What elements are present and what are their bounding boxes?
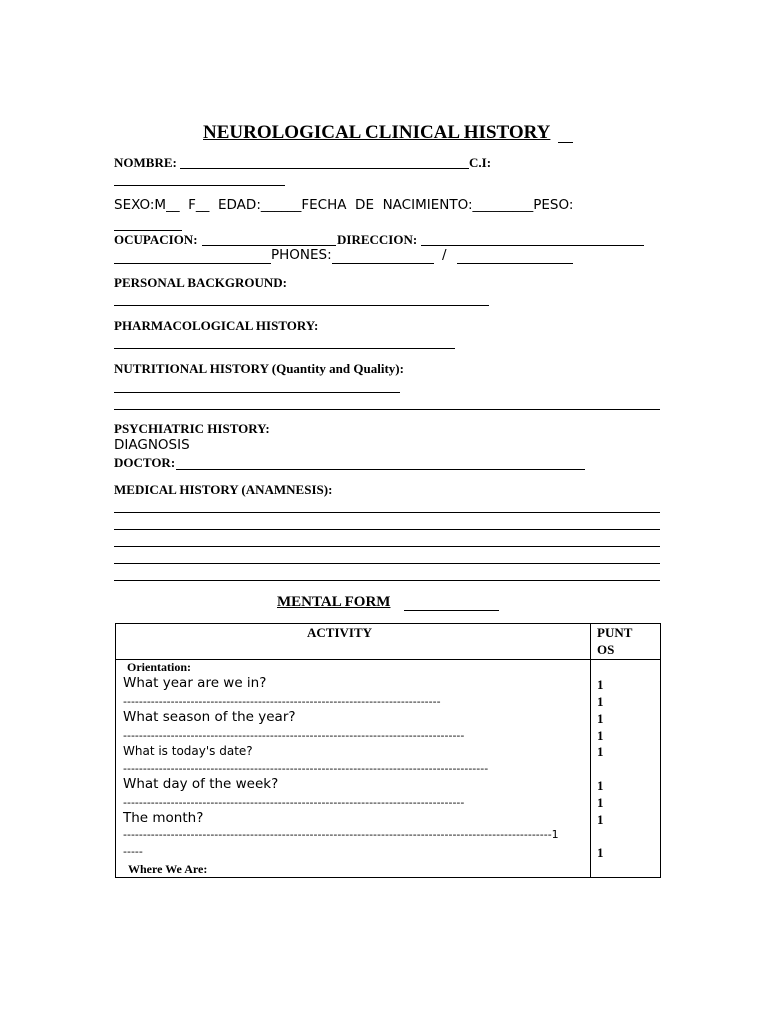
mental-form-title-underline xyxy=(404,610,499,611)
point-value: 1 xyxy=(597,728,604,743)
dash-separator: -------------------------------------------------------------------------------- xyxy=(123,695,441,708)
medical-history-line[interactable] xyxy=(114,546,660,547)
doctor-label: DOCTOR: xyxy=(114,455,176,470)
phones-separator: / xyxy=(442,247,447,263)
nombre-label: NOMBRE: xyxy=(114,155,177,170)
dash-separator: -------------------------------------------------------------------------------------------- xyxy=(123,762,489,775)
mental-form-title: MENTAL FORM xyxy=(277,594,391,610)
orientation-heading: Orientation: xyxy=(127,660,191,674)
personal-background-line[interactable] xyxy=(114,305,489,306)
pharmacological-history-label: PHARMACOLOGICAL HISTORY: xyxy=(114,318,319,333)
nutritional-history-label: NUTRITIONAL HISTORY (Quantity and Quality): xyxy=(114,361,404,376)
ci-label: C.I: xyxy=(469,155,492,170)
where-we-are-heading: Where We Are: xyxy=(128,862,208,876)
question-date: What is today's date? xyxy=(123,744,253,758)
phone-2-input-line[interactable] xyxy=(457,263,573,264)
medical-history-line[interactable] xyxy=(114,529,660,530)
direccion-input-line[interactable] xyxy=(421,245,644,246)
ocupacion-input-line[interactable] xyxy=(202,245,336,246)
table-column-divider xyxy=(590,623,591,878)
point-value: 1 xyxy=(597,694,604,709)
point-value: 1 xyxy=(597,795,604,810)
pharmacological-history-line[interactable] xyxy=(114,348,455,349)
point-value: 1 xyxy=(597,812,604,827)
point-value: 1 xyxy=(597,845,604,860)
point-value: 1 xyxy=(597,744,604,759)
medical-history-line[interactable] xyxy=(114,580,660,581)
medical-history-line[interactable] xyxy=(114,512,660,513)
points-column-header: PUNT xyxy=(597,625,633,640)
doctor-input-line[interactable] xyxy=(176,469,585,470)
dash-separator: ------------------------------------------------------------------------------------------------------------1 xyxy=(123,828,559,841)
question-season: What season of the year? xyxy=(123,709,296,725)
nutritional-history-line-2[interactable] xyxy=(114,409,660,410)
medical-history-label: MEDICAL HISTORY (ANAMNESIS): xyxy=(114,482,333,497)
phones-label: PHONES: xyxy=(271,247,332,263)
dash-separator: -------------------------------------------------------------------------------------- xyxy=(123,729,465,742)
ocupacion-label: OCUPACION: xyxy=(114,232,198,247)
dash-separator: -------------------------------------------------------------------------------------- xyxy=(123,796,465,809)
page-title: NEUROLOGICAL CLINICAL HISTORY xyxy=(203,122,551,143)
point-value: 1 xyxy=(597,677,604,692)
dash-separator: ----- xyxy=(123,845,143,858)
table-header-divider xyxy=(115,659,661,660)
nombre-input-line[interactable] xyxy=(180,168,469,169)
question-year: What year are we in? xyxy=(123,675,267,691)
points-column-header-cont: OS xyxy=(597,642,615,657)
personal-background-label: PERSONAL BACKGROUND: xyxy=(114,275,287,290)
direccion-label: DIRECCION: xyxy=(337,232,418,247)
psychiatric-history-label: PSYCHIATRIC HISTORY: xyxy=(114,421,270,436)
nutritional-history-line-1[interactable] xyxy=(114,392,400,393)
diagnosis-label: DIAGNOSIS xyxy=(114,437,190,453)
point-value: 1 xyxy=(597,778,604,793)
title-underline-extension xyxy=(558,142,573,143)
ci-input-line[interactable] xyxy=(114,185,285,186)
phones-prefix-line[interactable] xyxy=(114,263,271,264)
activity-column-header: ACTIVITY xyxy=(307,625,373,640)
phone-1-input-line[interactable] xyxy=(332,263,434,264)
medical-history-line[interactable] xyxy=(114,563,660,564)
point-value: 1 xyxy=(597,711,604,726)
question-weekday: What day of the week? xyxy=(123,776,279,792)
peso-input-line[interactable] xyxy=(114,230,182,231)
question-month: The month? xyxy=(123,810,204,826)
sexo-edad-fecha-peso-line: SEXO:M__ F__ EDAD:______FECHA DE NACIMIENTO:_________PESO: xyxy=(114,197,574,213)
